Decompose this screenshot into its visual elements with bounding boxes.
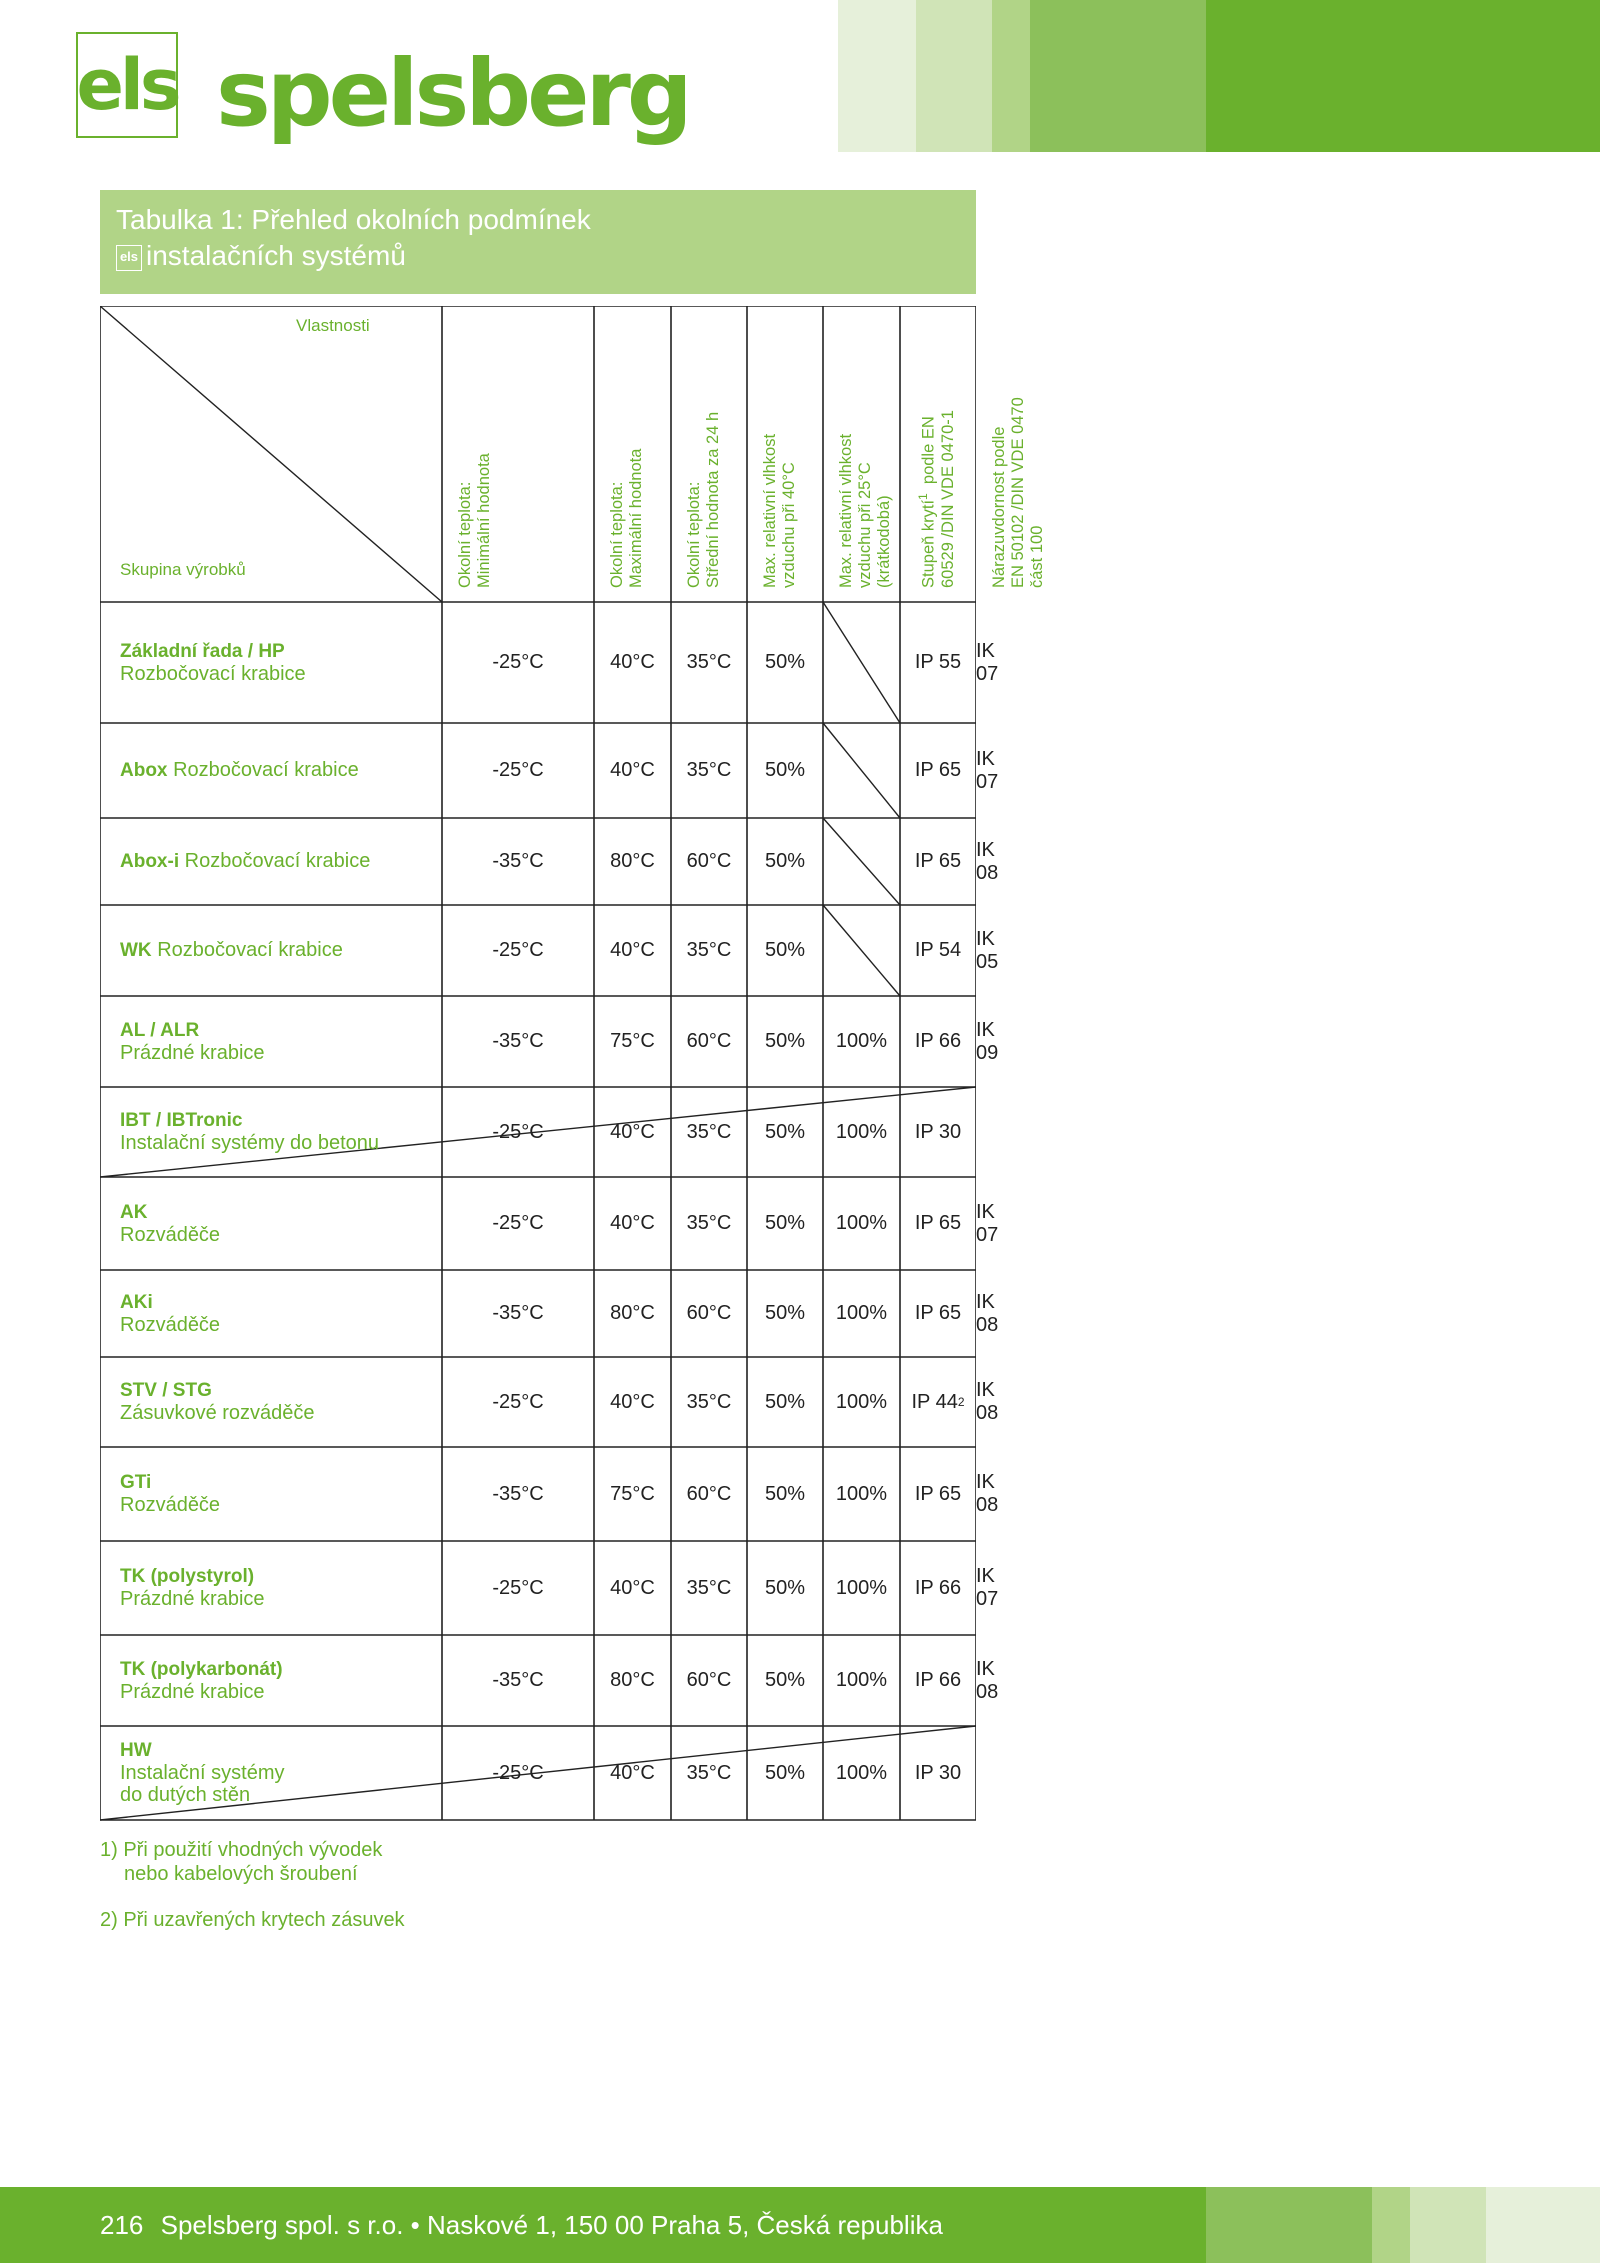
table-cell: IK 08	[976, 1290, 999, 1336]
product-group-name: TK (polystyrol)	[120, 1566, 255, 1587]
table-cell: 75°C	[610, 1030, 655, 1052]
product-group-name: AKi	[120, 1291, 153, 1313]
table-cell: 35°C	[686, 1576, 732, 1599]
table-cell: 35°C	[686, 1761, 732, 1784]
product-group-name: Abox-i	[120, 851, 180, 872]
title-line-2	[116, 238, 960, 274]
empty-cell-diagonal	[823, 818, 900, 905]
row-label	[120, 1635, 432, 1726]
product-group-description: Rozbočovací krabice	[120, 662, 306, 685]
table-cell: IK 05	[976, 927, 999, 973]
product-group-name: STV / STG	[120, 1380, 212, 1401]
table-cell: -35°C	[492, 1302, 544, 1324]
table-cell: 40°C	[610, 1120, 655, 1143]
table-cell: 100%	[835, 1120, 888, 1143]
product-group-name: Základní řada / HP	[120, 640, 285, 662]
table-cell: 100%	[835, 1390, 888, 1413]
product-group-inline	[120, 759, 432, 782]
header-stripe-4	[1030, 0, 1206, 152]
product-group-name: Abox	[120, 760, 168, 781]
empty-cell-diagonal	[823, 905, 900, 996]
header-stripe-5	[1206, 0, 1600, 152]
table-cell: 100%	[835, 1030, 888, 1052]
table-cell: 50%	[764, 939, 806, 961]
table-cell: 80°C	[610, 1302, 655, 1324]
product-group-name: HW	[120, 1740, 152, 1761]
table-cell: 100%	[835, 1761, 888, 1784]
table-cell: IK 07	[976, 1565, 999, 1610]
empty-cell-diagonal	[823, 602, 900, 723]
footnote-1-line-1: 1) Při použití vhodných vývodek	[100, 1839, 383, 1861]
table-cell: 50%	[764, 1482, 806, 1505]
title-line-1: Tabulka 1: Přehled okolních podmínek	[116, 204, 591, 235]
table-cell: 35°C	[686, 759, 732, 781]
table-cell: 50%	[764, 1390, 806, 1413]
product-group-inline	[120, 939, 432, 962]
footnote-2: 2) Při uzavřených krytech zásuvek	[100, 1909, 405, 1931]
table-cell: 80°C	[610, 850, 655, 872]
table-cell: 60°C	[686, 1302, 732, 1324]
row-label	[120, 1177, 432, 1270]
table-cell: IP 66	[914, 1669, 962, 1691]
table-cell: 50%	[764, 1302, 806, 1324]
table-cell: IP 65	[914, 1482, 962, 1505]
header-stripe-1	[838, 0, 916, 152]
table-cell: 40°C	[610, 1212, 655, 1234]
product-group-name: IBT / IBTronic	[120, 1110, 243, 1131]
company-address: Spelsberg spol. s r.o. • Naskové 1, 150 00 Praha 5, Česká republika	[160, 2210, 943, 2240]
table-cell: 40°C	[610, 1576, 655, 1599]
row-label	[120, 1447, 432, 1541]
table-cell: 50%	[764, 651, 806, 673]
table-cell: IK 08	[976, 1657, 999, 1703]
column-header-6-main: Stupeň krytí	[919, 499, 938, 588]
table-cell: IK 07	[976, 639, 999, 685]
table-cell: 50%	[764, 759, 806, 781]
product-group-inline	[120, 850, 432, 873]
table-cell: -25°C	[492, 1120, 544, 1143]
table-cell: IP 65	[914, 1302, 962, 1324]
table-cell: 100%	[835, 1212, 888, 1234]
table-cell: 35°C	[686, 1390, 732, 1413]
header-stripe-2	[916, 0, 992, 152]
table-cell: IP 66	[914, 1576, 962, 1599]
table-cell: IP 65	[914, 850, 962, 872]
corner-properties-label: Vlastnosti	[296, 316, 370, 335]
column-header-7: Nárazuvdornost podle EN 50102 /DIN VDE 0470 část 100	[990, 397, 1046, 588]
table-cell: 60°C	[686, 1669, 732, 1691]
table-cell: 60°C	[686, 850, 732, 872]
product-group-description: Prázdné krabice	[120, 1041, 265, 1064]
empty-cell-diagonal	[823, 723, 900, 818]
row-label	[120, 602, 432, 723]
column-header-6-rest: podle EN 60529 /DIN VDE 0470-1	[919, 410, 957, 588]
table-cell: 40°C	[610, 1761, 655, 1784]
table-title	[100, 190, 976, 294]
table-cell: 50%	[764, 1212, 806, 1234]
title-mini-logo: els	[116, 245, 142, 271]
footer-text	[100, 2203, 943, 2247]
table-cell: IP 55	[914, 651, 962, 673]
spelsberg-logo: spelsberg	[216, 40, 689, 147]
product-group-description: Rozbočovací krabice	[157, 939, 343, 961]
column-header-6	[914, 410, 958, 588]
cell-footnote-mark: 2	[957, 1395, 965, 1409]
table-cell: IK 08	[976, 838, 999, 884]
table-cell: -25°C	[492, 1212, 544, 1234]
table-cell: 75°C	[610, 1482, 655, 1505]
table-cell: 35°C	[686, 939, 732, 961]
table-cell: 40°C	[610, 651, 655, 673]
table-cell: IP 65	[914, 1212, 962, 1234]
table-cell: IP 65	[914, 759, 962, 781]
els-logo: els	[76, 32, 178, 138]
row-label	[120, 1541, 432, 1635]
product-group-description: Rozbočovací krabice	[184, 850, 371, 872]
table-cell: 35°C	[686, 1120, 732, 1143]
table-cell: IP 30	[914, 1120, 962, 1143]
column-header-4: Max. relativní vlhkost vzduchu při 40°C	[761, 433, 798, 588]
table-cell: -35°C	[492, 1669, 544, 1691]
table-cell: 50%	[764, 850, 806, 872]
table-cell: -25°C	[492, 1761, 544, 1784]
column-header-5: Max. relativní vlhkost vzduchu při 25°C (krátkodobá)	[837, 433, 893, 588]
table-cell: -25°C	[492, 1390, 544, 1413]
product-group-description: Prázdné krabice	[120, 1680, 265, 1703]
table-cell: 100%	[835, 1576, 888, 1599]
table-cell: 100%	[835, 1482, 888, 1505]
product-group-name: WK	[120, 940, 152, 961]
table-cell: IP 66	[914, 1030, 962, 1052]
product-group-description: Rozváděče	[120, 1223, 221, 1246]
table-cell: IP 30	[914, 1761, 962, 1784]
table-cell: 35°C	[686, 1212, 732, 1234]
table-cell: 35°C	[686, 651, 732, 673]
column-header-6-sup: 1	[916, 493, 930, 500]
table-cell: 100%	[835, 1669, 888, 1691]
table-cell: IP 44 2	[911, 1390, 965, 1413]
table-cell: 100%	[835, 1302, 888, 1324]
corner-group-label: Skupina výrobků	[120, 560, 246, 579]
table-cell: 80°C	[610, 1669, 655, 1691]
table-cell: -25°C	[492, 651, 544, 673]
product-group-description: Rozváděče	[120, 1313, 221, 1336]
product-group-name: GTi	[120, 1472, 152, 1493]
table-cell: IK 08	[976, 1471, 999, 1516]
table-cell: 40°C	[610, 759, 655, 781]
column-header-3: Okolní teplota: Střední hodnota za 24 h	[685, 411, 722, 588]
header-stripe-3	[992, 0, 1030, 152]
product-group-description: Rozbočovací krabice	[173, 759, 359, 781]
table-cell: -25°C	[492, 1576, 544, 1599]
table-cell: IK 07	[976, 747, 999, 793]
product-group-description: Instalační systémy do betonu	[120, 1132, 380, 1154]
product-group-name: AK	[120, 1201, 148, 1223]
product-group-description: Prázdné krabice	[120, 1588, 265, 1610]
table-cell: 40°C	[610, 1390, 655, 1413]
column-header-2: Okolní teplota: Maximální hodnota	[608, 448, 645, 588]
product-group-description: Instalační systémy do dutých stěn	[120, 1762, 285, 1806]
product-group-description: Rozváděče	[120, 1494, 221, 1516]
row-label	[120, 1087, 432, 1177]
table-cell: 50%	[764, 1120, 806, 1143]
table-cell: 40°C	[610, 939, 655, 961]
table-cell: IK 09	[976, 1018, 999, 1064]
page-number: 216	[100, 2210, 144, 2240]
row-label	[120, 1357, 432, 1447]
table-cell: 50%	[764, 1030, 806, 1052]
footnote-1-line-2: nebo kabelových šroubení	[124, 1863, 358, 1885]
corner-diagonal	[100, 306, 442, 602]
column-header-1: Okolní teplota: Minimální hodnota	[456, 453, 493, 588]
table-cell: -35°C	[492, 850, 544, 872]
table-cell: 60°C	[686, 1030, 732, 1052]
title-line-2-text: instalačních systémů	[146, 240, 406, 271]
table-cell: 50%	[764, 1576, 806, 1599]
table-cell: -25°C	[492, 939, 544, 961]
row-label	[120, 996, 432, 1087]
table-cell: 60°C	[686, 1482, 732, 1505]
table-cell: -35°C	[492, 1482, 544, 1505]
table-cell: 50%	[764, 1761, 806, 1784]
row-label	[120, 1270, 432, 1357]
table-cell: 50%	[764, 1669, 806, 1691]
row-label	[120, 905, 432, 996]
product-group-name: AL / ALR	[120, 1019, 200, 1041]
row-label	[120, 818, 432, 905]
table-cell: IP 54	[914, 939, 962, 961]
row-label	[120, 1726, 432, 1820]
table-cell: IK 08	[976, 1379, 999, 1424]
footnote-1	[100, 1838, 382, 1886]
table-cell: IK 07	[976, 1200, 999, 1246]
row-label	[120, 723, 432, 818]
table-cell: -25°C	[492, 759, 544, 781]
table-cell: -35°C	[492, 1030, 544, 1052]
product-group-description: Zásuvkové rozváděče	[120, 1402, 315, 1424]
product-group-name: TK (polykarbonát)	[120, 1658, 283, 1680]
